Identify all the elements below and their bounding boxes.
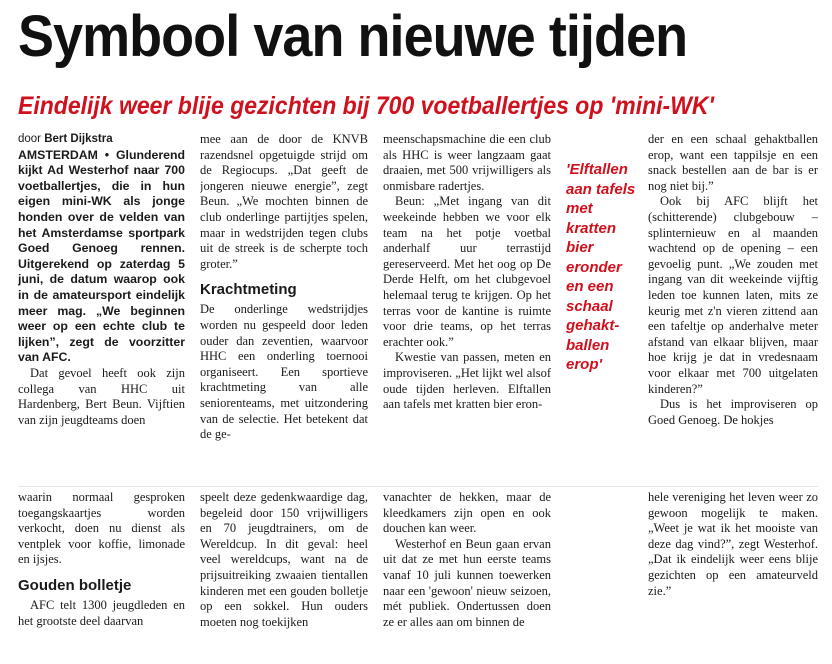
paragraph: Westerhof en Beun gaan ervan uit dat ze met hun eerste teams vanaf 10 juli kunnen toewerken naar een 'gewoon' nieuw seizoen, mét publiek. Ondertussen doen ze er alles aan om binnen de bbox=[383, 536, 551, 629]
dateline: AMSTERDAM • bbox=[18, 147, 110, 162]
pull-quote: 'Elftallen aan tafels met kratten bier eronder en een schaal gehakt-ballen erop' bbox=[566, 161, 636, 373]
paragraph: Ook bij AFC blijft het (schitterende) clubgebouw – splinternieuw en al maanden wachtend op de opening – een gevoelig punt. „We zouden met ingang van dit weekeinde vijftig leden toe kunnen laten, mits ze keurig met z'n vieren zittend aan een tafeltje op anderhalve meter afstand van elkaar blijven, maar hoe krijg je dat in vredesnaam voor elkaar met 700 uitgelaten kinderen?” bbox=[648, 194, 818, 396]
paragraph: mee aan de door de KNVB razendsnel opgetuigde strijd om de Regiocups. „Dat geeft de jongeren nieuwe energie”, zegt Beun. „We mochten binnen de club onderlinge partijtjes spelen, maar in wedstrijden tegen clubs uit de streek is de scherpte toch groter.” bbox=[200, 132, 368, 271]
column-1 bbox=[18, 132, 185, 482]
paragraph: Dat gevoel heeft ook zijn collega van HHC uit Hardenberg, Bert Beun. Vijftien van zijn jeugdteams doen bbox=[18, 365, 185, 427]
byline-author: Bert Dijkstra bbox=[44, 133, 113, 145]
column-6 bbox=[200, 490, 368, 660]
column-2 bbox=[200, 132, 368, 482]
paragraph: Dus is het improviseren op Goed Genoeg. De hokjes bbox=[648, 397, 818, 427]
column-4 bbox=[648, 132, 818, 482]
paragraph: Kwestie van passen, meten en improviseren. „Het lijkt wel alsof oude tijden herleven. Elftallen aan tafels met kratten bier eron- bbox=[383, 350, 551, 412]
row-divider bbox=[18, 486, 818, 487]
column-5 bbox=[18, 490, 185, 660]
paragraph: Beun: „Met ingang van dit weekeinde hebben we voor elk team na het potje voetbal anderhalf uur terrastijd gereserveerd. Met het oog op De Derde Helft, om het clubgevoel helemaal terug te krijgen. Op het terras voor de kantine is ruimte voor drie teams, op het terras erachter ook.” bbox=[383, 194, 551, 349]
paragraph: hele vereniging het leven weer zo gewoon mogelijk te maken. „Weet je wat ik het mooiste van deze dag vind?”, zegt Westerhof. „Dat ik eindelijk weer eens blije gezichten op een amateurveld zie.” bbox=[648, 490, 818, 598]
paragraph: waarin normaal gesproken toegangskaartjes worden verkocht, doen nu dienst als ventplek voor koffie, limonade en ijsjes. bbox=[18, 490, 185, 567]
paragraph: meenschapsmachine die een club als HHC is weer langzaam gaat draaien, met 500 vrijwilligers als onmisbare radertjes. bbox=[383, 132, 551, 193]
subheadline: Eindelijk weer blije gezichten bij 700 voetballertjes op 'mini-WK' bbox=[18, 92, 715, 120]
paragraph: vanachter de hekken, maar de kleedkamers zijn open en ook douchen kan weer. bbox=[383, 490, 551, 536]
headline: Symbool van nieuwe tijden bbox=[18, 4, 688, 69]
column-3 bbox=[383, 132, 551, 482]
crosshead-gouden-bolletje: Gouden bolletje bbox=[18, 576, 132, 594]
crosshead-krachtmeting: Krachtmeting bbox=[200, 281, 297, 299]
paragraph: AFC telt 1300 jeugdleden en het grootste deel daarvan bbox=[18, 597, 185, 628]
paragraph: De onderlinge wedstrijdjes worden nu gespeeld door leden ouder dan zeventien, waarvoor HHC een onderling toernooi organiseert. Een sportieve krachtmeting van alle seniorenteams, met uitzondering van de selectie. Het betekent dat de ge- bbox=[200, 302, 368, 442]
column-8 bbox=[648, 490, 818, 660]
paragraph: speelt deze gedenkwaardige dag, begeleid door 150 vrijwilligers en 70 jeugdtrainers, om de Wereldcup. In dit geval: heel veel wereldcups, want na de prijsuitreiking zwaaien tientallen kinderen met een gouden bolletje op een sokkel. Hun ouders moeten nog toekijken bbox=[200, 490, 368, 629]
paragraph: der en een schaal gehaktballen erop, want een tappilsje en een snack bestellen aan de bar is er nog niet bij.” bbox=[648, 132, 818, 193]
lead-paragraph: AMSTERDAM • Glunderend kijkt Ad Westerhof naar 700 voetballertjes, die in hun eigen mini-WK als jonge honden over de velden van het Amsterdamse sportpark Goed Genoeg rennen. Uitgerekend op zaterdag 5 juni, de datum waarop ook in de amateursport eindelijk meer mag. „We beginnen weer op een echte club te lijken”, zegt de voorzitter van AFC. bbox=[18, 147, 185, 365]
byline: door Bert Dijkstra bbox=[18, 133, 113, 145]
column-7 bbox=[383, 490, 551, 660]
